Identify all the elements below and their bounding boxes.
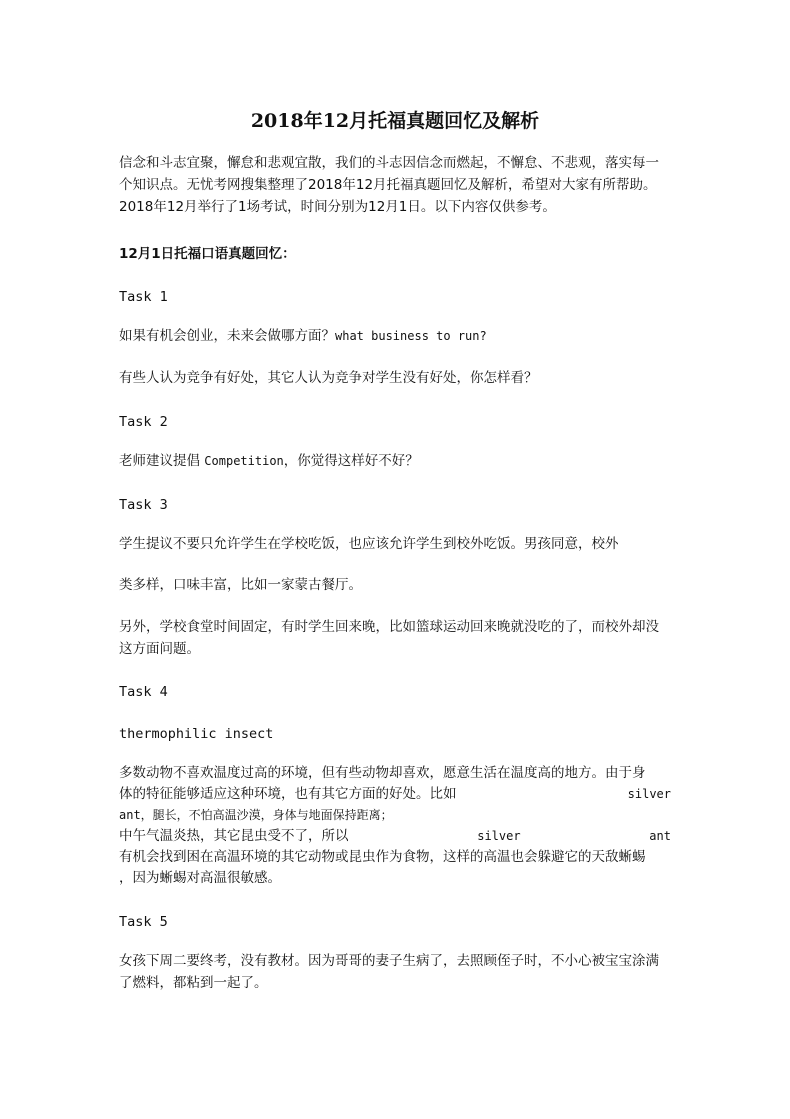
task4-line-2a: 体的特征能够适应这种环境，也有其它方面的好处。比如: [119, 786, 457, 802]
task1-label: Task 1: [119, 289, 168, 305]
intro-paragraph: 信念和斗志宜聚，懈怠和悲观宜散，我们的斗志因信念而燃起，不懈怠、不悲观，落实每一个知识点。无忧考网搜集整理了2018年12月托福真题回忆及解析，希望对大家有所帮助。2018年12月举行了1场考试，时间分别为12月1日。以下内容仅供参考。: [119, 155, 659, 215]
task4-topic: thermophilic insect: [119, 726, 274, 742]
task4-line-5: 有机会找到困在高温环境的其它动物或昆虫作为食物，这样的高温也会躲避它的天敌蜥蜴: [119, 849, 646, 865]
task1-question-1: [119, 326, 671, 346]
task4-label: Task 4: [119, 684, 168, 700]
task3-paragraph-2: 另外，学校食堂时间固定，有时学生回来晚，比如篮球运动回来晚就没吃的了，而校外却没这方面问题。: [119, 619, 659, 657]
task2-question-a: 老师建议提倡: [119, 453, 205, 469]
task4-line-2: [119, 784, 671, 804]
task2-label: Task 2: [119, 414, 168, 430]
task5-label: Task 5: [119, 914, 168, 930]
task4-line-4c: ant: [649, 829, 671, 843]
task1-question-1-en: what business to run?: [335, 329, 487, 343]
task4-line-2b: silver: [627, 787, 671, 801]
task4-line-4b: silver: [477, 829, 521, 843]
task4-line-3: [119, 805, 671, 825]
task1-question-1-cn: 如果有机会创业，未来会做哪方面？: [119, 328, 335, 344]
task4-line-3-text: ant，腿长，不怕高温沙漠，身体与地面保持距离；: [119, 808, 393, 822]
task5-paragraph: 女孩下周二要终考，没有教材。因为哥哥的妻子生病了，去照顾侄子时，不小心被宝宝涂满了燃料，都粘到一起了。: [119, 953, 659, 991]
task1-question-2: 有些人认为竞争有好处，其它人认为竞争对学生没有好处，你怎样看？: [119, 370, 538, 386]
task4-line-4: [119, 826, 671, 846]
task4-line-4a: 中午气温炎热，其它昆虫受不了，所以: [119, 828, 349, 844]
section-heading: 12月1日托福口语真题回忆：: [119, 246, 296, 262]
task3-line-1: 学生提议不要只允许学生在学校吃饭，也应该允许学生到校外吃饭。男孩同意，校外: [119, 536, 619, 552]
task3-label: Task 3: [119, 497, 168, 513]
task4-line-1: 多数动物不喜欢温度过高的环境，但有些动物却喜欢，愿意生活在温度高的地方。由于身: [119, 765, 646, 781]
task2-question-b: ，你觉得这样好不好？: [283, 453, 419, 469]
task3-line-2: 类多样，口味丰富，比如一家蒙古餐厅。: [119, 577, 362, 593]
task2-question: [119, 451, 671, 471]
task2-question-en: Competition: [204, 454, 284, 468]
document-title: 2018年12月托福真题回忆及解析: [250, 110, 540, 132]
task4-line-6: ，因为蜥蜴对高温很敏感。: [119, 870, 281, 886]
